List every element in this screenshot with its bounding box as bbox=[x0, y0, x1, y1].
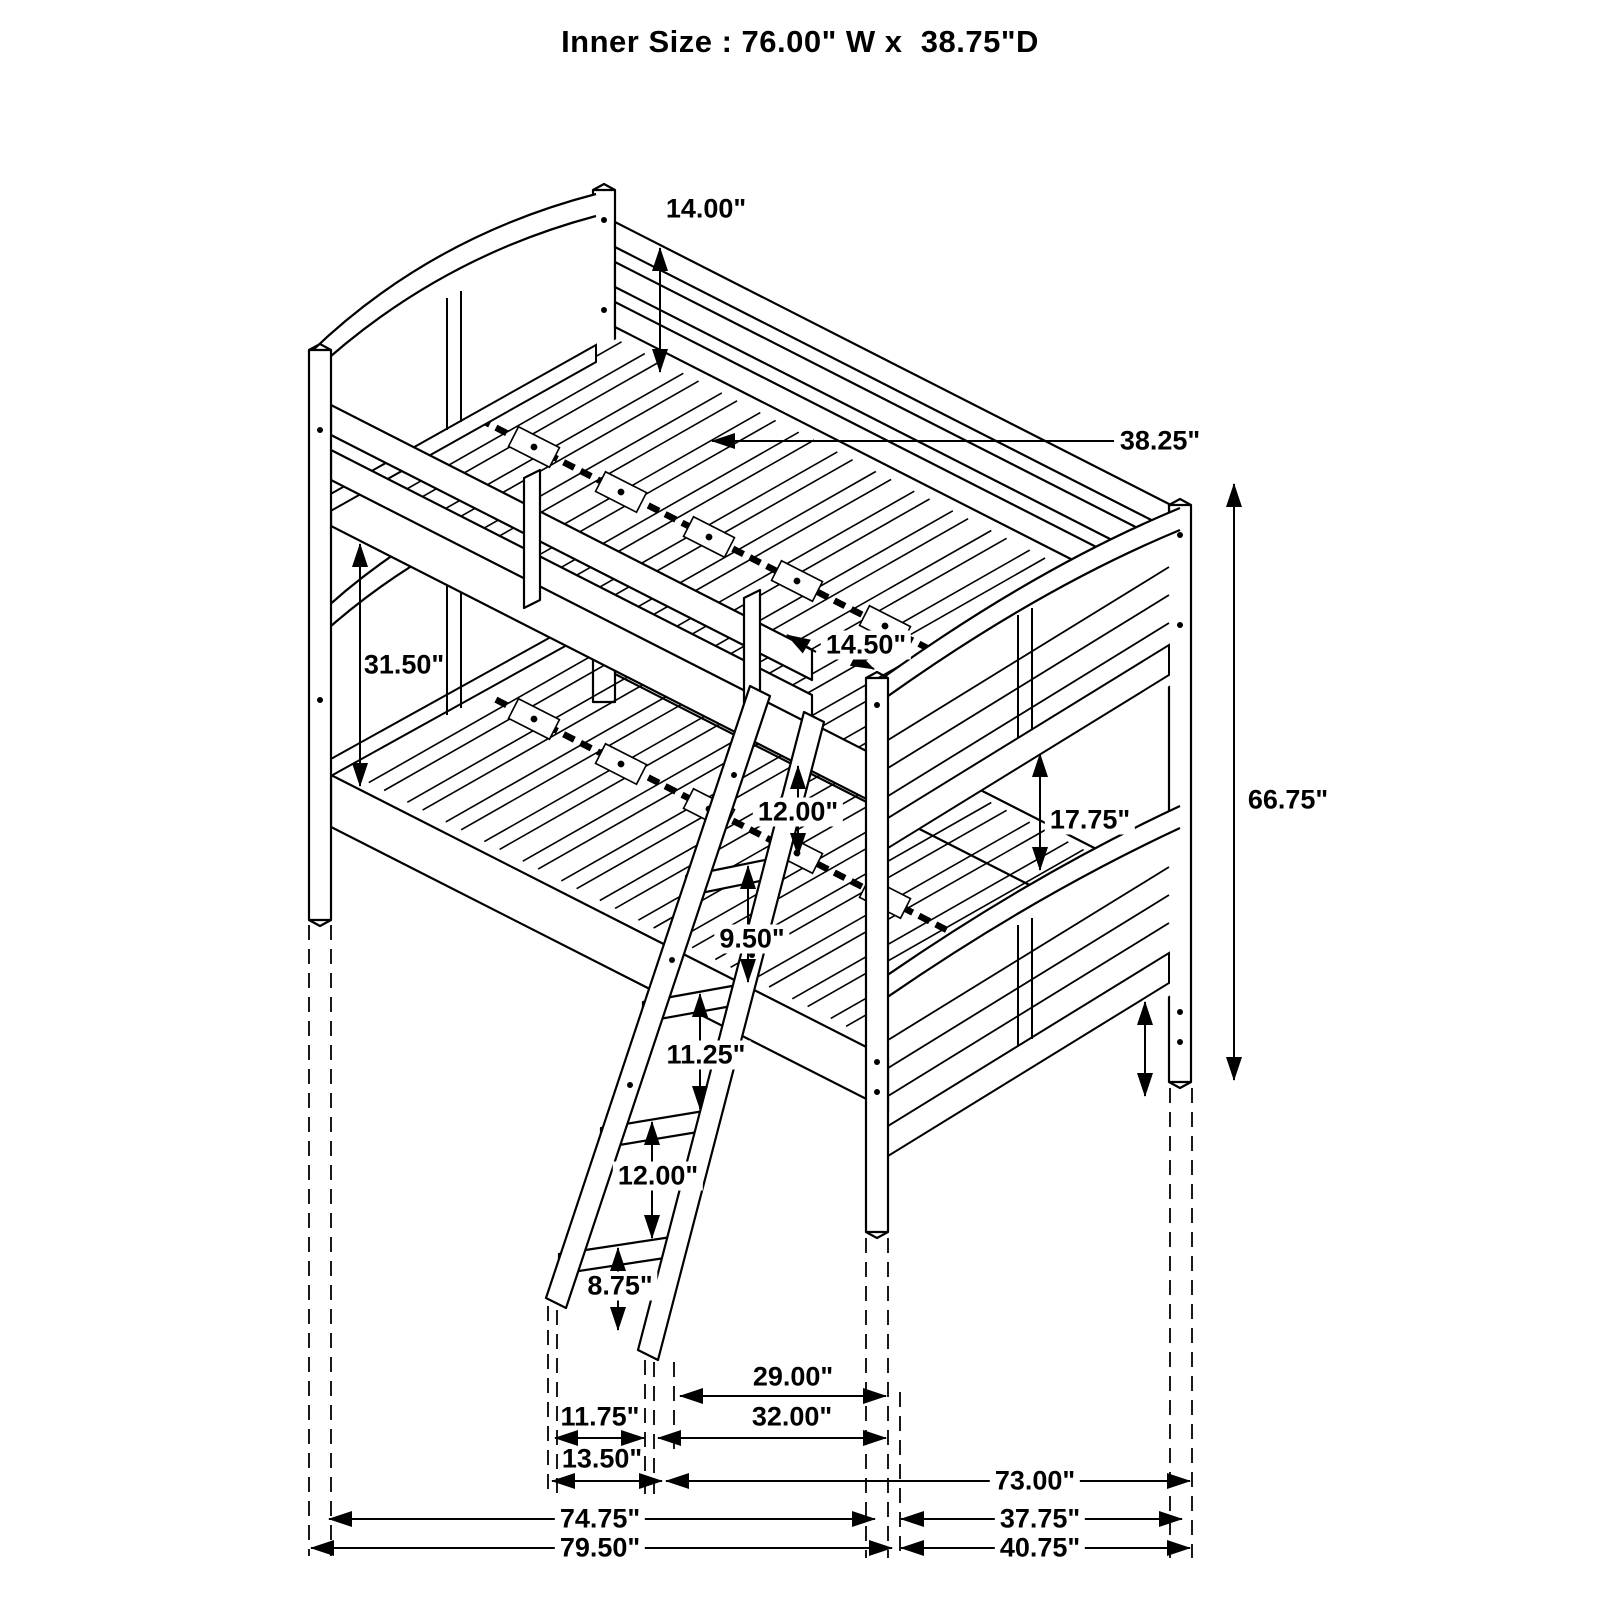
dim-bunk-gap-height: 17.75" bbox=[1045, 806, 1135, 835]
dim-ladder-foot-inner: 11.75" bbox=[560, 1401, 640, 1432]
dim-inner-depth: 37.75" bbox=[995, 1505, 1085, 1534]
dim-ladder-span: 32.00" bbox=[751, 1401, 833, 1432]
dim-frame-length: 74.75" bbox=[555, 1505, 645, 1534]
page-title: Inner Size : 76.00" W x 38.75"D bbox=[561, 24, 1039, 59]
dim-overall-height: 66.75" bbox=[1247, 784, 1329, 815]
dim-step-spacing-top: 9.50" bbox=[714, 925, 789, 954]
dim-back-guard-rail-height: 14.00" bbox=[665, 193, 747, 224]
dim-step-spacing-mid: 11.25" bbox=[662, 1041, 751, 1070]
dim-step-spacing-low: 12.00" bbox=[613, 1162, 703, 1191]
dim-inner-length: 73.00" bbox=[990, 1467, 1080, 1496]
dim-slat-length: 38.25" bbox=[1119, 425, 1201, 456]
dim-overall-length: 79.50" bbox=[555, 1534, 645, 1563]
dim-overall-depth: 40.75" bbox=[995, 1534, 1085, 1563]
dim-footboard-floor-gap bbox=[1093, 1048, 1103, 1050]
dim-lower-bunk-clearance: 31.50" bbox=[363, 649, 445, 680]
dim-ladder-foot-to-post: 29.00" bbox=[752, 1361, 834, 1392]
dim-ladder-foot-outer: 13.50" bbox=[561, 1443, 643, 1474]
dim-last-step-to-floor: 8.75" bbox=[582, 1272, 657, 1301]
dim-front-guard-rail-height: 14.50" bbox=[821, 631, 911, 660]
dim-rail-to-first-step: 12.00" bbox=[753, 798, 843, 827]
